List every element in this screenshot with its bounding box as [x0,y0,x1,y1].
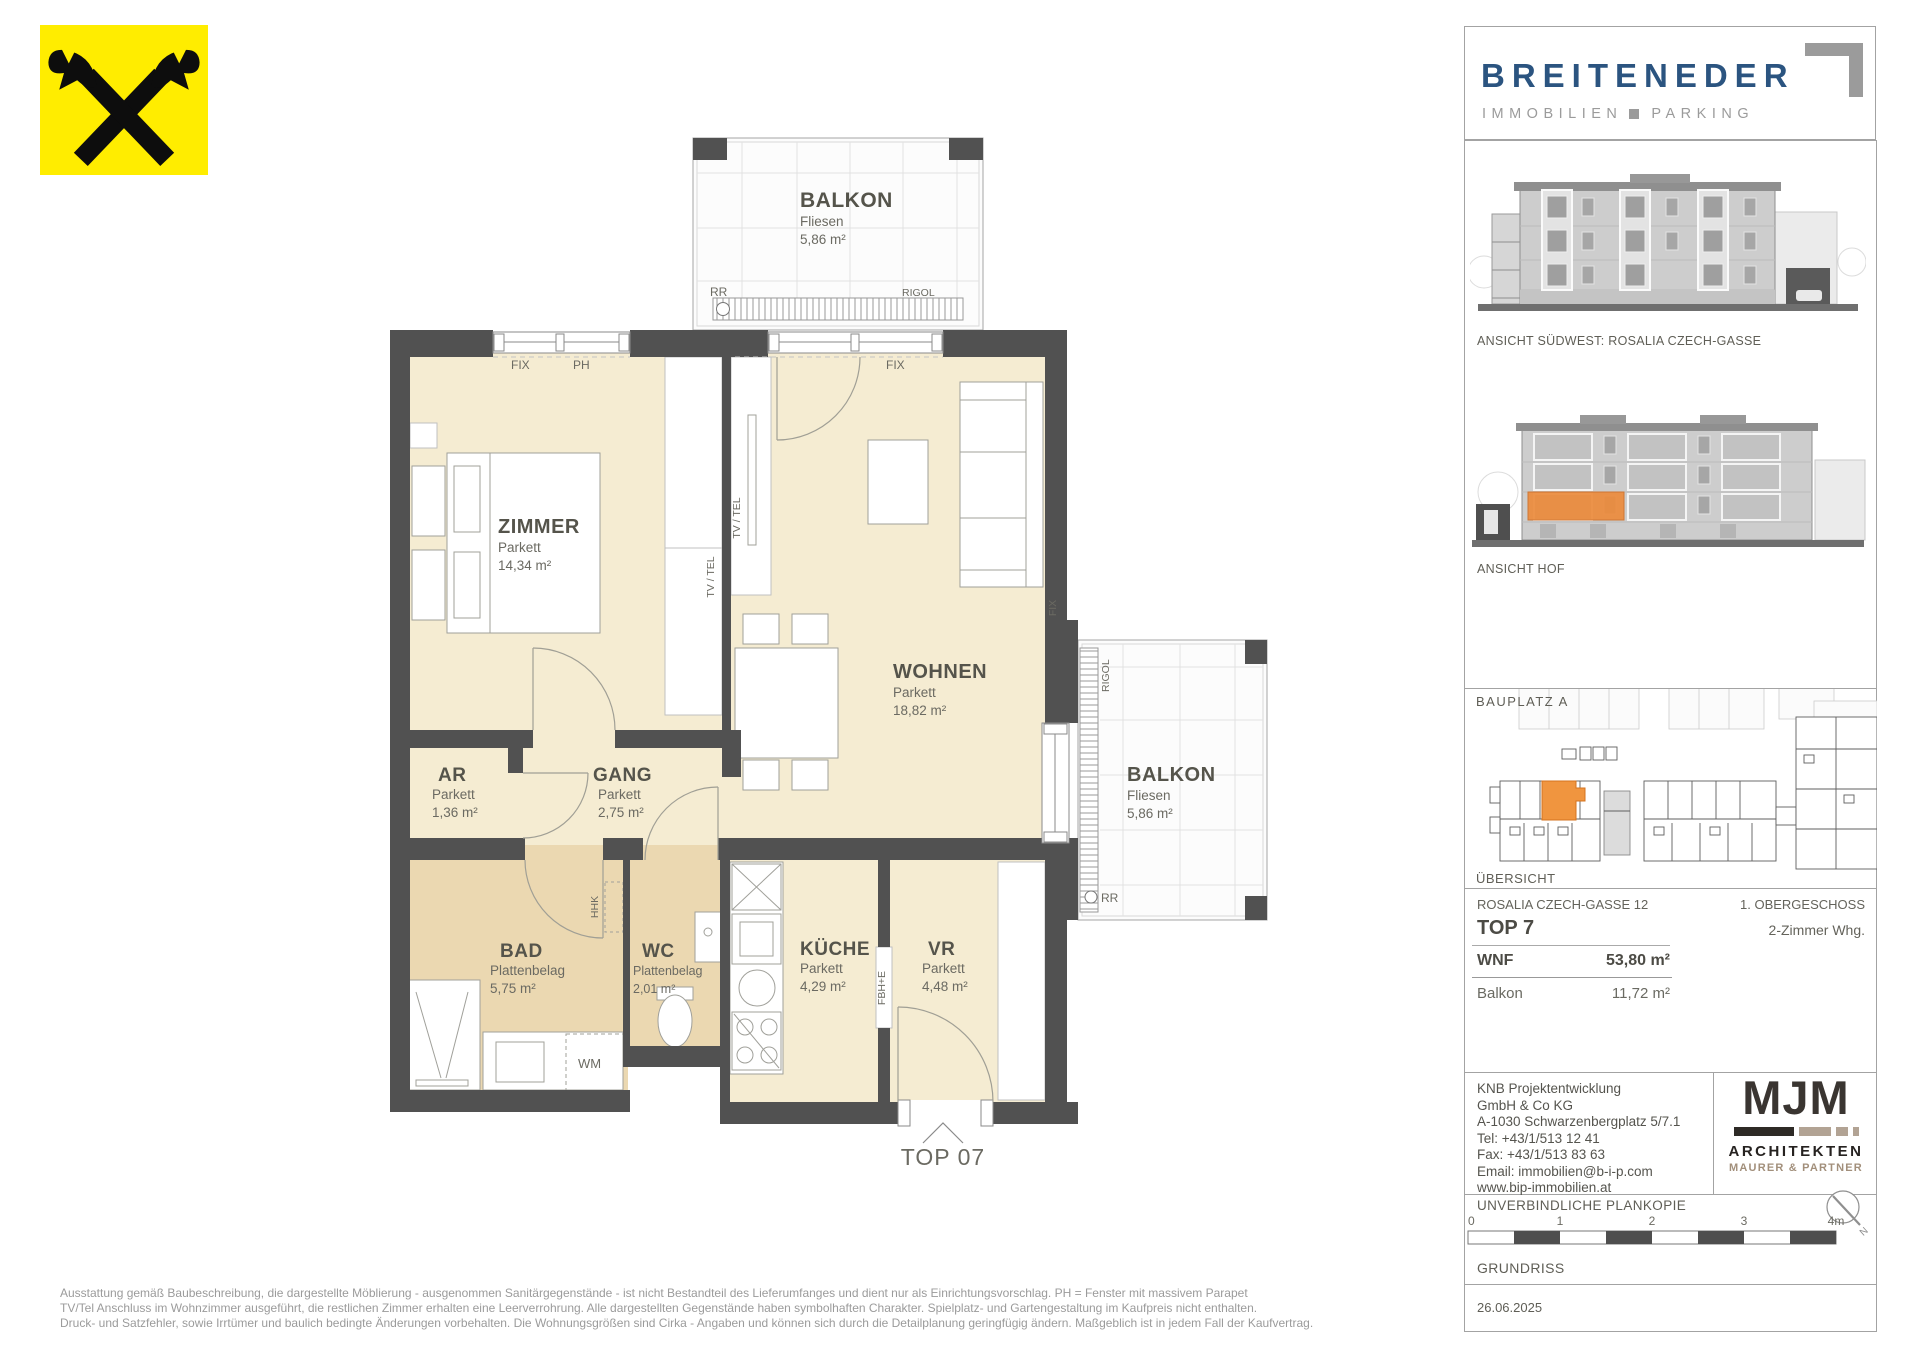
room-label-balkon-top: BALKON [800,189,893,212]
brand-subtitle-right: PARKING [1651,106,1755,122]
balkon-top-area: 5,86 m² [800,232,846,247]
rr-downpipe-icon [717,303,730,316]
shower [408,980,480,1090]
rigol-label: RIGOL [902,287,935,299]
zimmer-area: 14,34 m² [498,558,552,573]
zimmer-window [493,332,630,357]
scale-tick: 2 [1648,1214,1656,1228]
fix-label: FIX [886,358,905,372]
sofa [960,382,1043,587]
wc-finish: Plattenbelag [633,964,703,978]
balkon-value: 11,72 m² [1611,985,1670,1002]
plankopie-label: UNVERBINDLICHE PLANKOPIE [1477,1198,1687,1213]
wnf-label: WNF [1477,952,1514,969]
contact-line: KNB Projektentwicklung [1477,1081,1622,1096]
wc-area: 2,01 m² [633,982,676,996]
room-label-wc: WC [642,941,675,962]
balcony-top [693,138,983,330]
scale-tick: 0 [1468,1214,1475,1228]
mjm-line1: ARCHITEKTEN [1728,1142,1864,1160]
logo-corner-bracket [1849,43,1863,97]
contact-line: A-1030 Schwarzenbergplatz 5/7.1 [1477,1114,1681,1129]
elevation-southwest-label: ANSICHT SÜDWEST: ROSALIA CZECH-GASSE [1477,334,1762,348]
compass-north-label: N [1857,1225,1871,1239]
disclaimer-line-3: Druck- und Satzfehler, sowie Irrtümer und baulich bedingte Änderungen vorbehalten. Die Wohnungsgrößen sind Cirka - Angaben und können sich durch die Detailplanung geringfügig ändern. Maßgeblich ist in jedem Fall der Kaufvertrag. [60,1316,1314,1330]
wardrobe-niche [665,357,722,548]
site-plan-drawing [1464,689,1877,887]
address-label: ROSALIA CZECH-GASSE 12 [1477,897,1649,912]
wohnen-finish: Parkett [893,685,936,700]
mjm-architects-logo [1722,1071,1870,1174]
breiteneder-wordmark: BREITENEDER [1481,57,1795,94]
elevation-hof-label: ANSICHT HOF [1477,562,1565,576]
kueche-finish: Parkett [800,961,843,976]
contact-line: Tel: +43/1/513 12 41 [1477,1130,1600,1146]
ph-label: PH [573,358,590,372]
rr-label: RR [710,285,728,299]
rigol-label: RIGOL [1100,659,1112,692]
balkon-top-finish: Fliesen [800,214,844,229]
disclaimer-line-1: Ausstattung gemäß Baubeschreibung, die dargestellte Möblierung - ausgenommen Sanitärgegenstände - ist nicht Bestandteil des Lieferumfanges und dient nur als Einrichtungsvorschlag. PH = Fenster mit massivem Parapet [60,1286,1248,1300]
room-label-gang: GANG [593,765,652,786]
wnf-value: 53,80 m² [1605,952,1670,969]
balcony-window-right [1042,723,1069,843]
vr-finish: Parkett [922,961,965,976]
balkon-right-finish: Fliesen [1127,788,1171,803]
divider [1464,888,1877,889]
room-label-zimmer: ZIMMER [498,516,580,538]
grundriss-label: GRUNDRISS [1477,1260,1565,1276]
rr-downpipe-icon [1085,891,1097,903]
unit-label: TOP 07 [900,1144,986,1170]
brand-subtitle-left: IMMOBILIEN [1482,106,1623,122]
room-label-ar: AR [438,765,467,786]
gang-finish: Parkett [598,787,641,802]
nightstand [412,466,445,536]
scale-tick: 4m [1827,1214,1845,1228]
divider [1472,945,1670,946]
tv-tel-label: TV / TEL [705,556,717,598]
vr-wardrobe-niche [998,862,1045,1100]
tv-tel-label: TV / TEL [731,497,743,539]
hhk-label: HHK [589,895,601,919]
unit-type: 2-Zimmer Whg. [1768,922,1865,938]
rigol-drain-strip [713,298,963,320]
mjm-logo-bars [1722,1127,1870,1136]
kueche-area: 4,29 m² [800,979,846,994]
rigol-drain-strip [1080,648,1098,912]
scale-tick: 1 [1556,1214,1564,1228]
mjm-wordmark: MJM [1742,1071,1850,1124]
wohnen-area: 18,82 m² [893,703,947,718]
elevation-southwest-drawing [1470,152,1866,324]
ar-area: 1,36 m² [432,805,478,820]
balcony-right [1078,640,1267,920]
uebersicht-label: ÜBERSICHT [1476,871,1556,886]
rr-label: RR [1101,891,1119,905]
shelf [410,423,437,448]
unit-number: TOP 7 [1477,917,1535,939]
toilet [657,987,693,1047]
contact-line: Email: immobilien@b-i-p.com [1477,1163,1653,1179]
nightstand [412,550,445,620]
coffee-table [868,440,928,524]
zimmer-finish: Parkett [498,540,541,555]
fix-label: FIX [1047,599,1059,617]
ar-finish: Parkett [432,787,475,802]
contact-line: www.bip-immobilien.at [1477,1180,1612,1195]
fbh-e-label: FBH+E [876,970,888,1006]
mjm-line2: MAURER & PARTNER [1729,1161,1863,1174]
dining-table [735,648,838,758]
vr-area: 4,48 m² [922,979,968,994]
scale-bar [1466,1212,1866,1258]
balkon-label: Balkon [1477,985,1523,1002]
disclaimer-line-2: TV/Tel Anschluss im Wohnzimmer ausgeführt, die restlichen Zimmer erhalten eine Leerverrohrung. Alle dargestellten Gegenstände haben symbolhaften Charakter. Spielplatz- und Gartengestaltung im Kaufpreis nicht enthalten. [60,1301,1258,1315]
divider [1464,1284,1877,1285]
scale-tick: 3 [1740,1214,1748,1228]
elevation-hof-drawing [1470,400,1866,560]
highlighted-unit [1528,492,1624,520]
gang-area: 2,75 m² [598,805,644,820]
room-label-vr: VR [928,939,956,960]
wc-washbasin [695,912,721,962]
bad-finish: Plattenbelag [490,963,566,978]
brand-subtitle [1482,106,1754,122]
developer-contact-block [1477,1081,1680,1197]
wm-label: WM [578,1056,602,1071]
plan-date: 26.06.2025 [1477,1300,1543,1315]
bauplatz-label: BAUPLATZ A [1476,694,1569,709]
unit-callout [901,1123,985,1170]
room-label-bad: BAD [500,941,543,962]
breiteneder-logo-box [1464,26,1876,140]
room-label-balkon-right: BALKON [1127,764,1216,786]
contact-line: GmbH & Co KG [1477,1097,1574,1113]
balkon-right-area: 5,86 m² [1127,806,1173,821]
brand-subtitle-square-icon [1629,109,1639,119]
floor-label: 1. OBERGESCHOSS [1740,897,1865,912]
vanity-washbasin [483,1032,623,1090]
room-label-wohnen: WOHNEN [893,661,988,683]
divider [1472,977,1672,978]
room-label-kueche: KÜCHE [800,939,871,960]
divider-vertical [1713,1072,1714,1194]
contact-line: Fax: +43/1/513 83 63 [1477,1147,1605,1162]
bad-area: 5,75 m² [490,981,536,996]
tv-panel [748,415,756,545]
kitchen-counter [730,862,783,1074]
fix-label: FIX [511,358,530,372]
